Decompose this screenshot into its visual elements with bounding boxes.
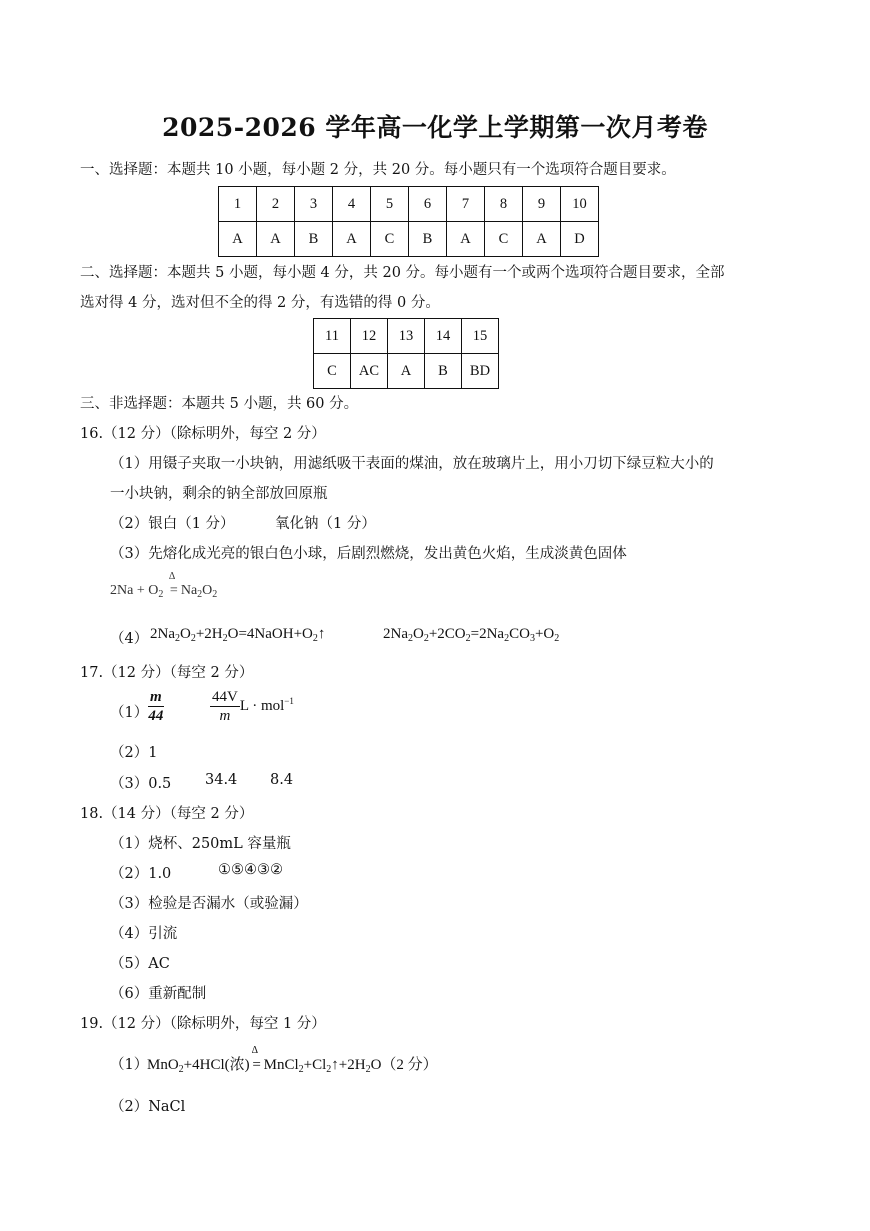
question-number-cell: 8 <box>485 187 523 222</box>
section2-answer-table <box>313 318 499 389</box>
eq-text: O=4NaOH+O <box>227 626 313 642</box>
q16-answer-4-label: （4） <box>110 631 149 647</box>
question-number-cell: 14 <box>425 319 462 354</box>
question-number-cell: 2 <box>257 187 295 222</box>
q18-answer-4: （4）引流 <box>110 926 178 942</box>
eq-text: O <box>413 626 424 642</box>
eq-text: 2Na + O <box>110 583 159 598</box>
q16-equation-4a: $2Na_2O_2+2H_2O=4NaOH+O_2↑$ <box>150 626 326 644</box>
question-number-cell: 13 <box>388 319 425 354</box>
numerator: m <box>150 689 162 705</box>
eq-text: O <box>180 626 191 642</box>
eq-text: ↑+2H <box>331 1057 366 1073</box>
denominator: m <box>219 708 231 724</box>
answer-cell: AC <box>351 354 388 389</box>
q18-answer-2b: ①⑤④③② <box>218 862 283 878</box>
answer-cell: A <box>333 222 371 257</box>
eq-text: O（2 分） <box>370 1057 438 1073</box>
answer-cell: B <box>409 222 447 257</box>
eq-text: MnCl <box>263 1057 299 1073</box>
heating-condition: Δ = <box>168 571 178 598</box>
section1-answer-table <box>218 186 599 257</box>
eq-text: Na <box>180 583 198 598</box>
eq-text: +2CO <box>428 626 466 642</box>
fraction <box>210 688 240 725</box>
q16-answer-2a: （2）银白（1 分） <box>110 516 235 532</box>
question-number-cell: 3 <box>295 187 333 222</box>
table-row <box>314 354 499 389</box>
unit-exponent: −1 <box>284 695 294 706</box>
q16-equation-3: $2Na + O_2$ Δ = $Na_2O_2$ <box>110 571 218 600</box>
fraction <box>148 688 164 725</box>
q16-header: 16.（12 分）（除标明外，每空 2 分） <box>80 426 326 442</box>
q17-answer-3a: （3）0.5 <box>110 776 172 792</box>
question-number-cell: 10 <box>561 187 599 222</box>
table-row <box>219 187 599 222</box>
question-number-cell: 7 <box>447 187 485 222</box>
delta-symbol: Δ <box>251 1045 259 1056</box>
q16-equation-4b: $2Na_2O_2+2CO_2=2Na_2CO_3+O_2$ <box>383 626 560 644</box>
answer-cell: A <box>523 222 561 257</box>
question-number-cell: 9 <box>523 187 561 222</box>
q17-header: 17.（12 分）（每空 2 分） <box>80 665 254 681</box>
section3-heading: 三、非选择题：本题共 5 小题，共 60 分。 <box>80 396 359 412</box>
question-number-cell: 12 <box>351 319 388 354</box>
q19-answer-1-label: （1） <box>110 1057 149 1073</box>
q16-answer-3: （3）先熔化成光亮的银白色小球，后剧烈燃烧，发出黄色火焰，生成淡黄色固体 <box>110 546 627 562</box>
section2-heading-line2: 选对得 4 分，选对但不全的得 2 分，有选错的得 0 分。 <box>80 295 440 311</box>
answer-cell: B <box>295 222 333 257</box>
question-number-cell: 11 <box>314 319 351 354</box>
numerator: 44V <box>212 689 238 705</box>
eq-text: =2Na <box>470 626 505 642</box>
answer-cell: A <box>257 222 295 257</box>
table-row <box>219 222 599 257</box>
table-row <box>314 319 499 354</box>
eq-text: 2Na <box>383 626 408 642</box>
q18-answer-5: （5）AC <box>110 956 170 972</box>
question-number-cell: 5 <box>371 187 409 222</box>
q16-answer-1-line2: 一小块钠，剩余的钠全部放回原瓶 <box>110 486 328 502</box>
up-arrow-icon: ↑ <box>317 626 326 642</box>
eq-text: MnO <box>147 1057 179 1073</box>
q18-answer-1: （1）烧杯、250mL 容量瓶 <box>110 836 291 852</box>
q18-header: 18.（14 分）（每空 2 分） <box>80 806 254 822</box>
q17-answer-2: （2）1 <box>110 745 158 761</box>
question-number-cell: 1 <box>219 187 257 222</box>
q16-answer-2b: 氧化钠（1 分） <box>275 516 376 532</box>
eq-text: 2Na <box>150 626 175 642</box>
q17-answer-1-label: （1） <box>110 705 149 721</box>
page-title: 2025-2026 学年高一化学上学期第一次月考卷 <box>162 113 708 142</box>
q19-equation-1: MnO$_2$+4HCl(浓) Δ = $MnCl_2+Cl_2↑+2H_2O(2$ 分） <box>147 1045 438 1075</box>
q19-header: 19.（12 分）（除标明外，每空 1 分） <box>80 1016 326 1032</box>
question-number-cell: 15 <box>462 319 499 354</box>
q18-answer-6: （6）重新配制 <box>110 986 207 1002</box>
section2-heading-line1: 二、选择题：本题共 5 小题，每小题 4 分，共 20 分。每小题有一个或两个选项符合题目要求，全部 <box>80 265 725 281</box>
q19-answer-2: （2）NaCl <box>110 1099 186 1115</box>
q17-answer-3c: 8.4 <box>270 772 294 788</box>
answer-cell: A <box>447 222 485 257</box>
answer-cell: C <box>314 354 351 389</box>
answer-cell: C <box>371 222 409 257</box>
question-number-cell: 4 <box>333 187 371 222</box>
q17-fraction-2 <box>210 688 294 725</box>
q18-answer-2a: （2）1.0 <box>110 866 172 882</box>
delta-symbol: Δ <box>168 571 176 582</box>
eq-text: +O <box>534 626 555 642</box>
q17-fraction-1 <box>148 688 164 725</box>
q17-answer-3b: 34.4 <box>205 772 238 788</box>
eq-text: +2H <box>195 626 223 642</box>
eq-text: +4HCl(浓) <box>183 1057 250 1073</box>
answer-cell: BD <box>462 354 499 389</box>
answer-cell: D <box>561 222 599 257</box>
answer-cell: A <box>219 222 257 257</box>
q16-answer-1-line1: （1）用镊子夹取一小块钠，用滤纸吸干表面的煤油，放在玻璃片上，用小刀切下绿豆粒大小的 <box>110 456 714 472</box>
answer-cell: A <box>388 354 425 389</box>
section1-heading: 一、选择题：本题共 10 小题，每小题 2 分，共 20 分。每小题只有一个选项符合题目要求。 <box>80 162 676 178</box>
unit: L · mol <box>239 698 285 714</box>
question-number-cell: 6 <box>409 187 447 222</box>
eq-text: CO <box>509 626 530 642</box>
eq-text: +Cl <box>303 1057 327 1073</box>
denominator: 44 <box>148 708 164 724</box>
heating-condition: Δ = <box>251 1045 261 1073</box>
q18-answer-3: （3）检验是否漏水（或验漏） <box>110 896 308 912</box>
answer-cell: B <box>425 354 462 389</box>
answer-cell: C <box>485 222 523 257</box>
